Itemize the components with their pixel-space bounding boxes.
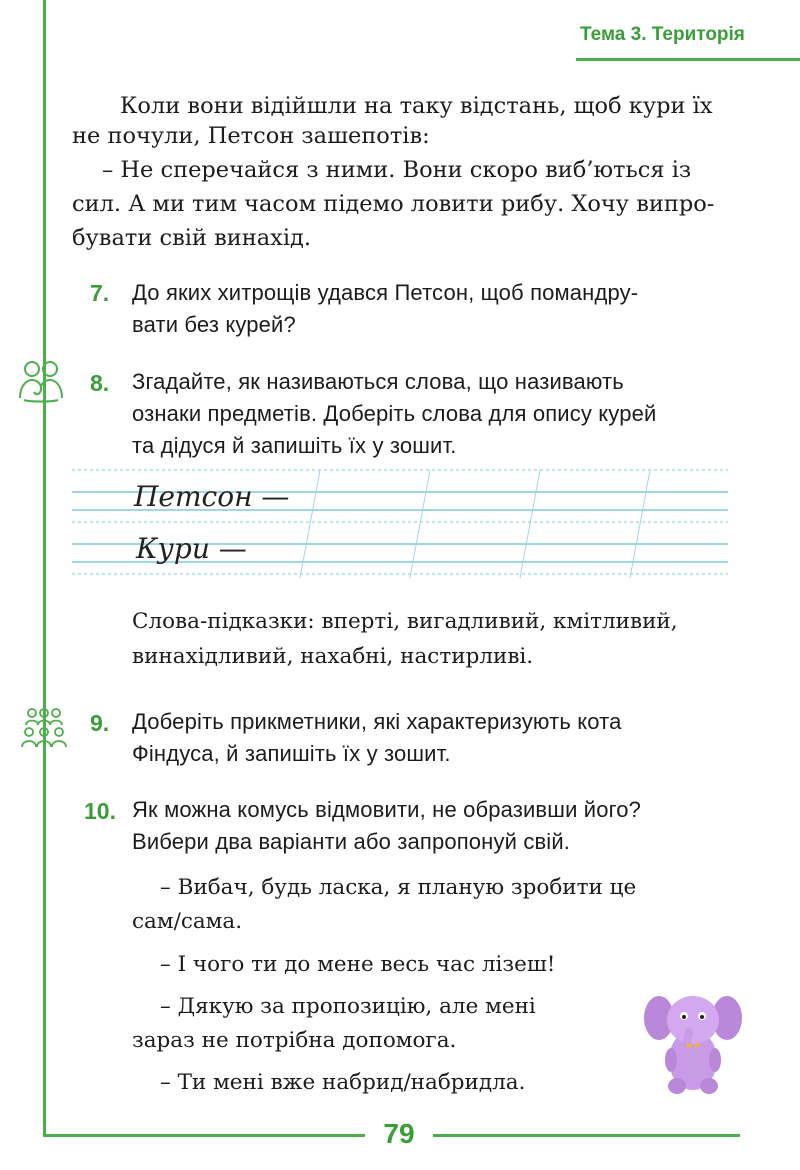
task-8-text: [132, 366, 656, 462]
word-hints: [132, 604, 712, 674]
option-line: – Вибач, будь ласка, я планую зробити це: [160, 875, 637, 900]
handwriting-line: Петсон —: [134, 480, 290, 513]
task-line: ознаки предметів. Доберіть слова для опису курей: [132, 401, 657, 426]
task-7-text: [132, 277, 638, 341]
task-line: Фіндуса, й запишіть їх у зошит.: [132, 741, 451, 766]
elephant-illustration: [643, 988, 743, 1096]
task-line: вати без курей?: [132, 312, 296, 337]
hint-line: винахідливий, нахабні, настирливі.: [132, 644, 534, 669]
task-line: Як можна комусь відмовити, не образивши його?: [132, 797, 642, 822]
pair-work-icon: [16, 356, 66, 404]
group-work-icon: [20, 705, 68, 751]
handwriting-ruled-lines: [72, 468, 728, 580]
task-line: Згадайте, як називаються слова, що називають: [132, 369, 624, 394]
task-number: 8.: [90, 370, 110, 396]
topic-title: Тема 3. Територія: [580, 24, 745, 45]
story-line: не почули, Петсон зашепотів:: [72, 123, 430, 149]
header-underline: [576, 58, 800, 61]
task-10-text: [132, 794, 641, 858]
footer-rule-left: [43, 1134, 365, 1137]
story-line: сил. А ми тим часом підемо ловити рибу. Хочу випро-: [72, 191, 715, 217]
task-number: 9.: [90, 710, 110, 736]
task-9-text: [132, 706, 622, 770]
story-line: Коли вони відійшли на таку відстань, щоб кури їх: [120, 93, 713, 119]
task-line: До яких хитрощів удався Петсон, щоб помандру-: [132, 280, 639, 305]
left-margin-rule: [43, 0, 46, 1137]
option-line: – Ти мені вже набрид/набридла.: [160, 1070, 526, 1095]
option-line: зараз не потрібна допомога.: [132, 1028, 457, 1053]
option-line: – Дякую за пропозицію, але мені: [160, 994, 536, 1019]
task-line: Доберіть прикметники, які характеризують кота: [132, 709, 622, 734]
task-number: 10.: [84, 798, 116, 824]
story-line: – Не сперечайся з ними. Вони скоро виб’ються із: [102, 157, 692, 183]
page-number: 79: [383, 1118, 415, 1149]
story-line: бувати свій винахід.: [72, 225, 312, 251]
option-line: – І чого ти до мене весь час лізеш!: [160, 952, 556, 977]
task-number: 7.: [90, 280, 110, 306]
option-line: сам/сама.: [132, 909, 243, 934]
task-line: та дідуся й запишіть їх у зошит.: [132, 433, 457, 458]
footer-rule-right: [433, 1134, 740, 1137]
page-header: [576, 18, 800, 62]
hint-line: Слова-підказки: вперті, вигадливий, кмітливий,: [132, 609, 678, 634]
task-line: Вибери два варіанти або запропонуй свій.: [132, 829, 571, 854]
handwriting-line: Кури —: [136, 532, 247, 565]
